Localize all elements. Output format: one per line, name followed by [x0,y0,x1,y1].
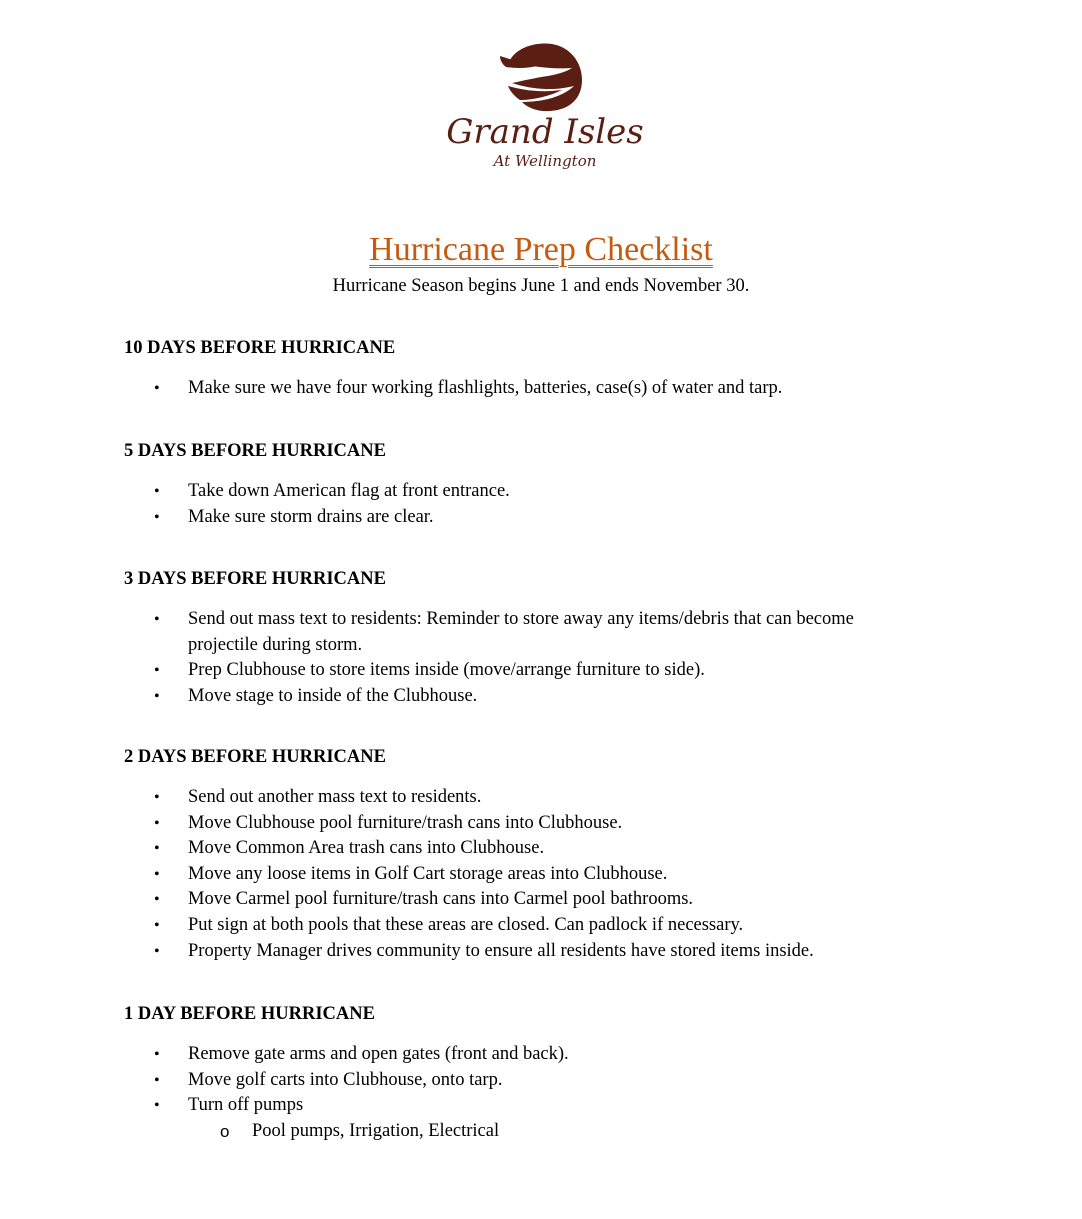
bullet-icon: • [154,916,160,934]
list-item [124,887,944,913]
grand-isles-logo [430,38,660,183]
list-item [124,684,944,710]
bullet-icon: • [154,942,160,960]
section-heading: 5 DAYS BEFORE HURRICANE [124,441,386,461]
list-item [124,658,944,684]
bullet-icon: • [154,865,160,883]
list-item-text: Make sure storm drains are clear. [188,506,434,527]
logo-wordmark: Grand Isles [446,112,644,152]
list-item-text: Move Clubhouse pool furniture/trash cans into Clubhouse. [188,812,623,833]
section-2-days [124,745,944,964]
sub-list-item [124,1119,944,1145]
bullet-icon: • [154,662,160,680]
list-item [124,913,944,939]
bullet-icon: • [154,1046,160,1063]
list-item [124,862,944,888]
list-item [124,479,944,505]
bullet-icon: • [154,508,160,526]
list-item-text: Move Carmel pool furniture/trash cans into Carmel pool bathrooms. [188,889,694,910]
list-item-text: Turn off pumps [188,1095,304,1116]
checklist [124,785,944,964]
list-item [124,1042,944,1068]
section-1-day [124,1002,944,1144]
list-item [124,811,944,837]
section-heading: 3 DAYS BEFORE HURRICANE [124,569,386,589]
list-item [124,1093,944,1119]
list-item [124,836,944,862]
bullet-icon: • [154,891,160,909]
bullet-icon: • [154,789,160,806]
logo-tagline: At Wellington [493,152,597,170]
list-item-text: Send out mass text to residents: Reminder to store away any items/debris that can become projectile during storm. [188,609,854,655]
bullet-icon: • [154,840,160,858]
bullet-icon: • [154,1097,160,1115]
list-item [124,376,944,402]
list-item-text: Put sign at both pools that these areas are closed. Can padlock if necessary. [188,914,744,935]
checklist [124,376,944,402]
hollow-bullet-icon: o [220,1121,230,1141]
list-item-text: Move stage to inside of the Clubhouse. [188,685,478,706]
bullet-icon: • [154,1071,160,1089]
checklist [124,479,944,530]
bullet-icon: • [154,380,160,397]
list-item [124,1068,944,1094]
logo-emblem-icon [430,38,660,183]
bullet-icon: • [154,814,160,832]
list-item-text: Take down American flag at front entrance. [188,481,510,501]
list-item-text: Property Manager drives community to ensure all residents have stored items inside. [188,940,814,961]
section-heading: 2 DAYS BEFORE HURRICANE [124,747,386,767]
page-subtitle: Hurricane Season begins June 1 and ends November 30. [332,276,750,296]
list-item [124,505,944,531]
bullet-icon: • [154,483,160,500]
section-5-days [124,439,944,530]
list-item-text: Move Common Area trash cans into Clubhouse. [188,838,545,859]
section-3-days [124,567,944,709]
bullet-icon: • [154,687,160,705]
sub-list-item-text: Pool pumps, Irrigation, Electrical [252,1120,500,1141]
list-item-text: Make sure we have four working flashlights, batteries, case(s) of water and tarp. [188,378,783,398]
list-item-text: Move any loose items in Golf Cart storage areas into Clubhouse. [188,863,668,884]
list-item [124,939,944,965]
checklist [124,1042,944,1119]
section-heading: 10 DAYS BEFORE HURRICANE [124,338,396,358]
list-item-text: Prep Clubhouse to store items inside (move/arrange furniture to side). [188,660,705,681]
checklist [124,607,944,709]
list-item-text: Remove gate arms and open gates (front and back). [188,1044,569,1064]
section-10-days [124,336,944,402]
section-heading: 1 DAY BEFORE HURRICANE [124,1004,375,1024]
list-item-text: Send out another mass text to residents. [188,787,482,807]
list-item [124,785,944,811]
list-item [124,607,944,658]
page-title: Hurricane Prep Checklist [369,231,713,268]
list-item-text: Move golf carts into Clubhouse, onto tarp. [188,1069,503,1090]
bullet-icon: • [154,611,160,628]
